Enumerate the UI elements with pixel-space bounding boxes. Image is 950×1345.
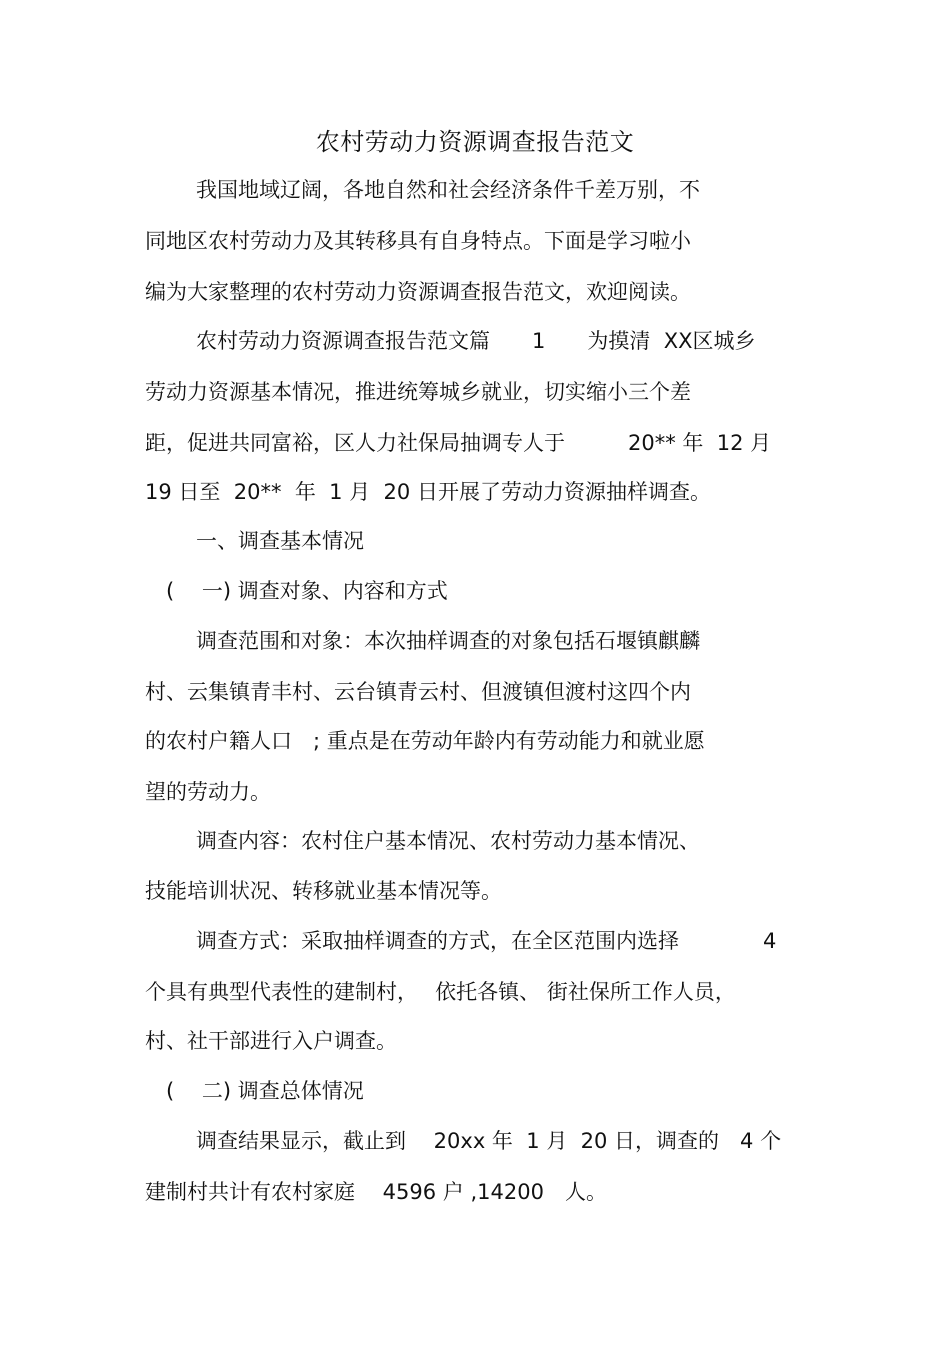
paragraph-line: 村、社干部进行入户调查。 [145, 1029, 397, 1053]
paragraph-line: 编为大家整理的农村劳动力资源调查报告范文，欢迎阅读。 [145, 280, 691, 304]
paragraph-line: 调查结果显示，截止到 20xx 年 1 月 20 日，调查的 4 个 [196, 1129, 782, 1153]
section-heading: 一、调查基本情况 [196, 529, 364, 553]
paragraph-line: 的农村户籍人口 ; 重点是在劳动年龄内有劳动能力和就业愿 [145, 729, 705, 753]
paragraph-line: 农村劳动力资源调查报告范文篇 1 为摸清 XX区城乡 [196, 329, 756, 353]
paragraph-line: 距，促进共同富裕，区人力社保局抽调专人于 20** 年 12 月 [145, 431, 772, 455]
paragraph-line: 同地区农村劳动力及其转移具有自身特点。下面是学习啦小 [145, 229, 691, 253]
subsection-heading: ( 一) 调查对象、内容和方式 [166, 579, 448, 603]
paragraph-line: 个具有典型代表性的建制村， 依托各镇、 街社保所工作人员， [145, 980, 736, 1004]
paragraph-line: 调查内容：农村住户基本情况、农村劳动力基本情况、 [196, 829, 700, 853]
paragraph-line: 调查范围和对象：本次抽样调查的对象包括石堰镇麒麟 [196, 629, 700, 653]
paragraph-line: 建制村共计有农村家庭 4596 户 ,14200 人。 [145, 1180, 607, 1204]
subsection-heading: ( 二) 调查总体情况 [166, 1079, 364, 1103]
document-title: 农村劳动力资源调查报告范文 [315, 128, 635, 156]
paragraph-line: 19 日至 20** 年 1 月 20 日开展了劳动力资源抽样调查。 [145, 480, 711, 504]
paragraph-line: 我国地域辽阔，各地自然和社会经济条件千差万别，不 [196, 178, 700, 202]
paragraph-line: 调查方式：采取抽样调查的方式，在全区范围内选择 4 [196, 929, 777, 953]
paragraph-line: 望的劳动力。 [145, 780, 271, 804]
paragraph-line: 劳动力资源基本情况，推进统筹城乡就业，切实缩小三个差 [145, 380, 691, 404]
paragraph-line: 村、云集镇青丰村、云台镇青云村、但渡镇但渡村这四个内 [145, 680, 691, 704]
paragraph-line: 技能培训状况、转移就业基本情况等。 [145, 879, 502, 903]
